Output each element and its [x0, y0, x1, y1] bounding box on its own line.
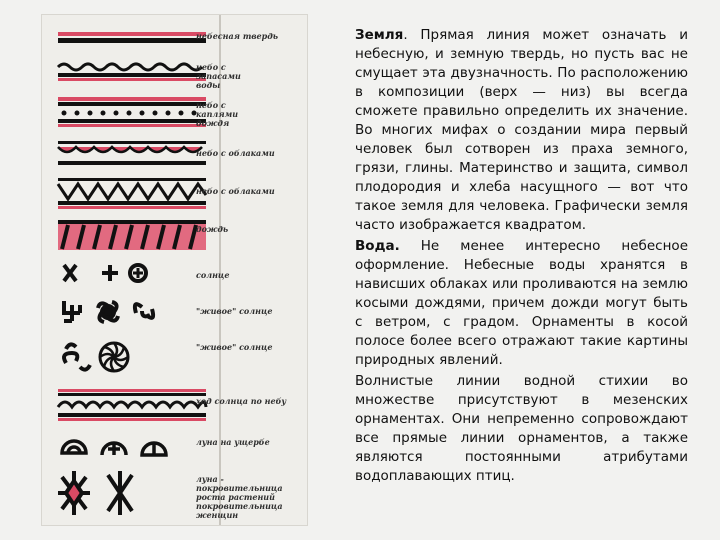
paragraph-wavy-lines: Волнистые линии водной стихии во множестве присутствуют в мезенских орнаментах. Они непременно сопровождают все прямые линии орнаментов, а также являются постоянными атрибутами водоплавающих птиц.	[355, 373, 688, 484]
caption-rain: дождь	[196, 224, 229, 234]
ornament-living-sun-1	[42, 295, 217, 331]
ornament-firmament	[42, 25, 217, 49]
ornament-living-sun-2	[42, 337, 217, 377]
ornament-sky-with-clouds-1	[42, 137, 217, 169]
caption-living-sun-2: "живое" солнце	[196, 342, 273, 352]
caption-living-sun-1: "живое" солнце	[196, 306, 273, 316]
ornament-scan-image	[42, 15, 307, 525]
caption-waning-moon: луна на ущербе	[196, 437, 270, 447]
caption-sky-with-water: небо с запасами воды	[196, 62, 241, 90]
caption-firmament: небесная твердь	[196, 31, 279, 41]
paragraph-earth	[355, 26, 688, 235]
term-water: Вода.	[355, 238, 400, 254]
caption-sun-path: ход солнца по небу	[196, 396, 287, 406]
term-earth: Земля	[355, 27, 404, 43]
paragraph-water-body: Не менее интересно небесное оформление. Небесные воды хранятся в нависших облаках или проливаются на землю косыми дождями, причем дожди могут быть с ветром, с градом. Орнаменты в косой полосе более всего отражают такие картины природных явлений.	[355, 238, 688, 368]
ornament-waning-moon	[42, 431, 217, 463]
caption-sky-with-clouds-2: небо с облаками	[196, 186, 275, 196]
ornament-moon-patron	[42, 467, 217, 519]
caption-moon-patron: луна - покровительница роста растений покровительница женщин	[196, 474, 283, 520]
paragraph-earth-body: . Прямая линия может означать и небесную, и земную твердь, но пусть вас не смущает эта двузначность. По расположению в композиции (верх — низ) вы всегда сможете правильно определить их значение. Во многих мифах о создании мира первый человек был сотворен из праха земного, грязи, глины. Материнство и защита, символ плодородия и хлеба насущного — вот что такое земля для человека. Графически земля часто изображается квадратом.	[355, 27, 688, 233]
ornament-sun-signs	[42, 259, 217, 289]
article-text	[355, 26, 688, 488]
ornament-rain	[42, 217, 217, 253]
caption-sun: солнце	[196, 270, 230, 280]
ornament-sky-with-clouds-2	[42, 175, 217, 211]
ornament-sun-path	[42, 385, 217, 425]
ornament-sky-with-drops	[42, 93, 217, 129]
paragraph-water	[355, 237, 688, 370]
ornament-sky-with-water	[42, 55, 217, 85]
caption-sky-with-drops: небо с каплями дождя	[196, 100, 239, 128]
caption-sky-with-clouds-1: небо с облаками	[196, 148, 275, 158]
